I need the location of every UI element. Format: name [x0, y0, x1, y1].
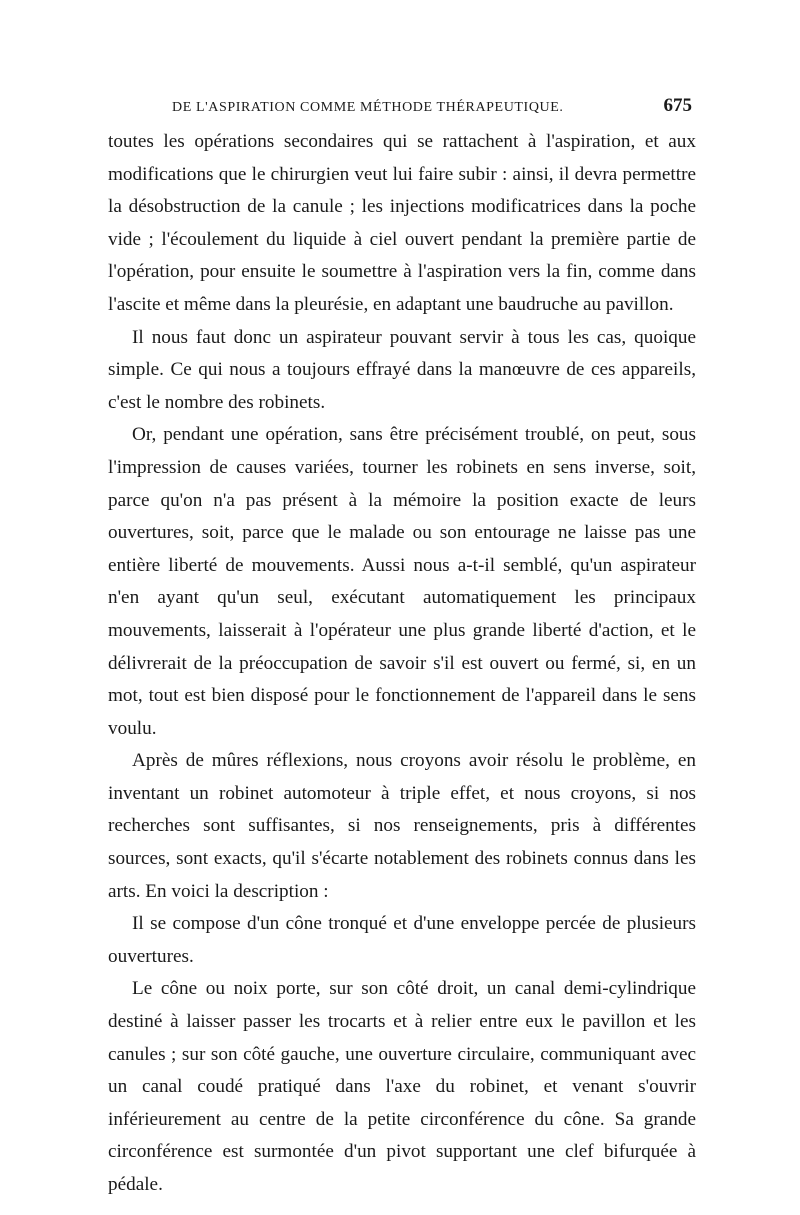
paragraph: Le cône ou noix porte, sur son côté droit, un canal demi-cylindrique destiné à laisser passer les trocarts et à relier entre eux le pavillon et les canules ; sur son côté gauche, une ouverture circulaire, communiquant avec un canal coudé pratiqué dans l'axe du robinet, et venant s'ouvrir inférieurement au centre de la petite circonférence du cône. Sa grande circonférence est surmontée d'un pivot supportant une clef bifurquée à pédale. — [108, 978, 696, 1195]
running-title: DE L'ASPIRATION COMME MÉTHODE THÉRAPEUTIQUE. — [172, 100, 564, 115]
paragraph: Après de mûres réflexions, nous croyons avoir résolu le problème, en inventant un robinet automoteur à triple effet, et nous croyons, si nos recherches sont suffisantes, si nos renseignements, pris à différentes sources, sont exacts, qu'il s'écarte notablement des robinets connus dans les arts. En voici la description : — [108, 750, 696, 902]
paragraph: Il se compose d'un cône tronqué et d'une enveloppe percée de plusieurs ouvertures. — [108, 913, 696, 967]
running-head — [108, 92, 696, 122]
body-text — [108, 126, 696, 1202]
paragraph: Il nous faut donc un aspirateur pouvant servir à tous les cas, quoique simple. Ce qui nous a toujours effrayé dans la manœuvre de ces appareils, c'est le nombre des robinets. — [108, 326, 696, 413]
book-page — [108, 92, 696, 1202]
page-number: 675 — [663, 95, 692, 116]
paragraph: Or, pendant une opération, sans être précisément troublé, on peut, sous l'impression de causes variées, tourner les robinets en sens inverse, soit, parce qu'on n'a pas présent à la mémoire la position exacte de leurs ouvertures, soit, parce que le malade ou son entourage ne laisse pas une entière liberté de mouvements. Aussi nous a-t-il semblé, qu'un aspirateur n'en ayant qu'un seul, exécutant automatiquement les principaux mouvements, laisserait à l'opérateur une plus grande liberté d'action, et le délivrerait de la préoccupation de savoir s'il est ouvert ou fermé, si, en un mot, tout est bien disposé pour le fonctionnement de l'appareil dans le sens voulu. — [108, 424, 696, 739]
paragraph: toutes les opérations secondaires qui se rattachent à l'aspiration, et aux modifications que le chirurgien veut lui faire subir : ainsi, il devra permettre la désobstruction de la canule ; les injections modificatrices dans la poche vide ; l'écoulement du liquide à ciel ouvert pendant la première partie de l'opération, pour ensuite le soumettre à l'aspiration vers la fin, comme dans l'ascite et même dans la pleurésie, en adaptant une baudruche au pavillon. — [108, 131, 696, 315]
